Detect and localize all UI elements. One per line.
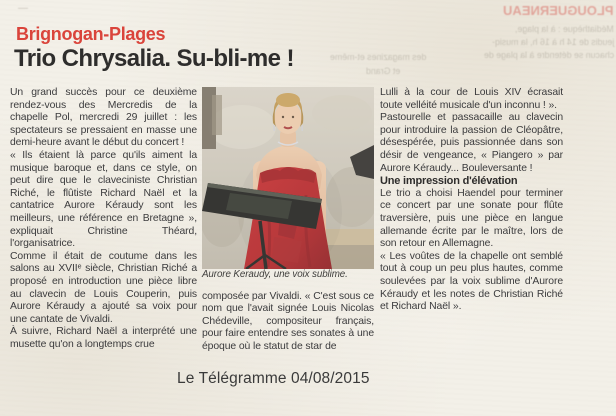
article-column-2 <box>202 87 374 353</box>
print-bleedthrough-mark: — <box>18 3 28 14</box>
print-bleedthrough-text: Médiathèque : à la plage, <box>515 24 614 34</box>
article-paragraph: Le trio a choisi Haendel pour terminer ce concert par une sonate pour flûte traversière, puis une pièce en langue allemande écrite par le maître, lors de son retour en Allemagne. <box>380 187 563 250</box>
article-paragraph: À suivre, Richard Naël a interprété une musette qu'on a longtemps crue <box>10 326 197 350</box>
publication-credit: Le Télégramme 04/08/2015 <box>177 370 370 387</box>
article-paragraph: Un grand succès pour ce deuxième rendez-vous des Mercredis de la chapelle Pol, mercredi 29 juillet : les spectateurs se pressaient en masse une demi-heure avant le début du concert ! <box>10 87 197 149</box>
article-headline: Trio Chrysalia. Su-bli-me ! <box>14 45 294 72</box>
article-column-3 <box>380 87 563 314</box>
article-paragraph: Comme il était de coutume dans les salons au XVIIᵉ siècle, Christian Riché a proposé en introduction une pièce libre au clavecin de Louis Couperin, puis Aurore Kéraudy a ajouté sa voix pour une cantate de Vivaldi. <box>10 250 197 325</box>
article-paragraph: Pastourelle et passacaille au clavecin pour introduire la passion de Cléopâtre, désespérée, puis passionnée dans son désir de vengeance, « Piangero » par Aurore Kéraudy... Bouleversante ! <box>380 112 563 174</box>
article-paragraph: Lulli à la cour de Louis XIV écrasait toute velléité musicale d'un inconnu ! ». <box>380 87 563 111</box>
article-paragraph: composée par Vivaldi. « C'est sous ce nom que l'avait signée Louis Nicolas Chédeville, compositeur français, pour faire entendre ses sonates à une époque où le statut de star de <box>202 290 374 352</box>
article-paragraph: « Ils étaient là parce qu'ils aiment la musique baroque et, dans ce style, on peut dire que le claveciniste Christian Riché, le flûtiste Richard Naël et la cantatrice Aurore Kéraudy sont les meilleurs, une référence en Bretagne », expliquait Christine Théard, l'organisatrice. <box>10 149 197 250</box>
photo-caption: Aurore Keraudy, une voix sublime. <box>202 269 348 280</box>
article-paragraph: « Les voûtes de la chapelle ont semblé tout à coup un peu plus hautes, comme soulevées par la voix sublime d'Aurore Kéraudy et les notes de Christian Riché et Richard Naël ». <box>380 250 563 313</box>
article-column-1 <box>10 87 197 351</box>
print-bleedthrough-text: PLOUGUERNEAU <box>503 3 614 18</box>
article-photo <box>202 87 374 269</box>
article-kicker: Brignogan-Plages <box>16 24 166 44</box>
print-bleedthrough-text: chacun se détendre à la plage de <box>483 50 614 60</box>
print-bleedthrough-text: jeudis de 14 h à 16 h, la musiq- <box>491 37 614 47</box>
article-subheading: Une impression d'élévation <box>380 175 518 188</box>
print-bleedthrough-text: et Grand <box>366 66 401 76</box>
print-bleedthrough-text: des magazines et-même <box>330 52 427 62</box>
